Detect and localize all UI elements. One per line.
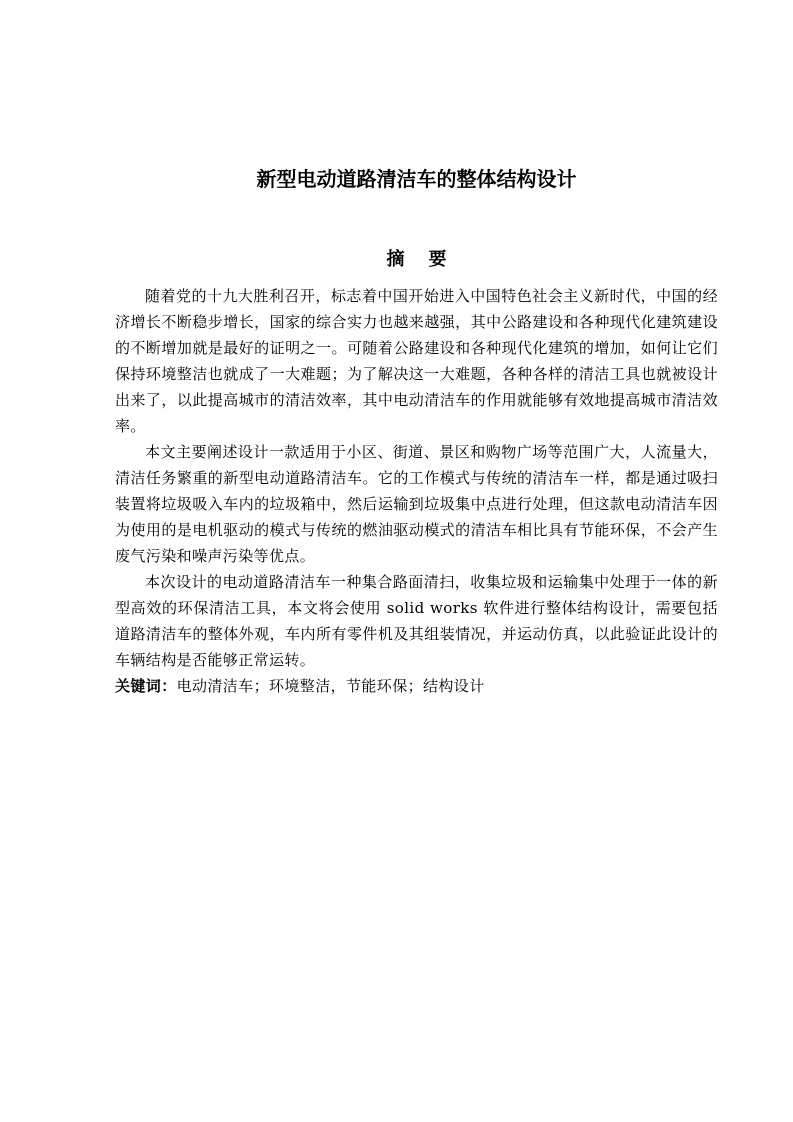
abstract-body xyxy=(115,283,718,699)
keywords-label: 关键词： xyxy=(115,677,177,695)
abstract-heading-char-1: 摘 xyxy=(386,249,405,270)
keywords-text: 电动清洁车；环境整洁，节能环保；结构设计 xyxy=(176,677,485,695)
abstract-paragraph: 本文主要阐述设计一款适用于小区、街道、景区和购物广场等范围广大，人流量大，清洁任务繁重的新型电动道路清洁车。它的工作模式与传统的清洁车一样，都是通过吸扫装置将垃圾吸入车内的垃圾箱中，然后运输到垃圾集中点进行处理，但这款电动清洁车因为使用的是电机驱动的模式与传统的燃油驱动模式的清洁车相比具有节能环保，不会产生废气污染和噪声污染等优点。 xyxy=(115,443,718,565)
abstract-heading xyxy=(0,247,793,273)
abstract-heading-char-2: 要 xyxy=(428,249,447,270)
document-title: 新型电动道路清洁车的整体结构设计 xyxy=(256,167,577,191)
keywords-line xyxy=(115,673,718,699)
abstract-paragraph: 本次设计的电动道路清洁车一种集合路面清扫，收集垃圾和运输集中处理于一体的新型高效的环保清洁工具，本文将会使用 solid works 软件进行整体结构设计，需要包括道路清洁车的整体外观，车内所有零件机及其组装情况，并运动仿真，以此验证此设计的车辆结构是否能够正常运转。 xyxy=(115,573,718,669)
abstract-paragraph: 随着党的十九大胜利召开，标志着中国开始进入中国特色社会主义新时代，中国的经济增长不断稳步增长，国家的综合实力也越来越强，其中公路建设和各种现代化建筑建设的不断增加就是最好的证明之一。可随着公路建设和各种现代化建筑的增加，如何让它们保持环境整洁也就成了一大难题；为了解决这一大难题，各种各样的清洁工具也就被设计出来了，以此提高城市的清洁效率，其中电动清洁车的作用就能够有效地提高城市清洁效率。 xyxy=(115,287,718,435)
